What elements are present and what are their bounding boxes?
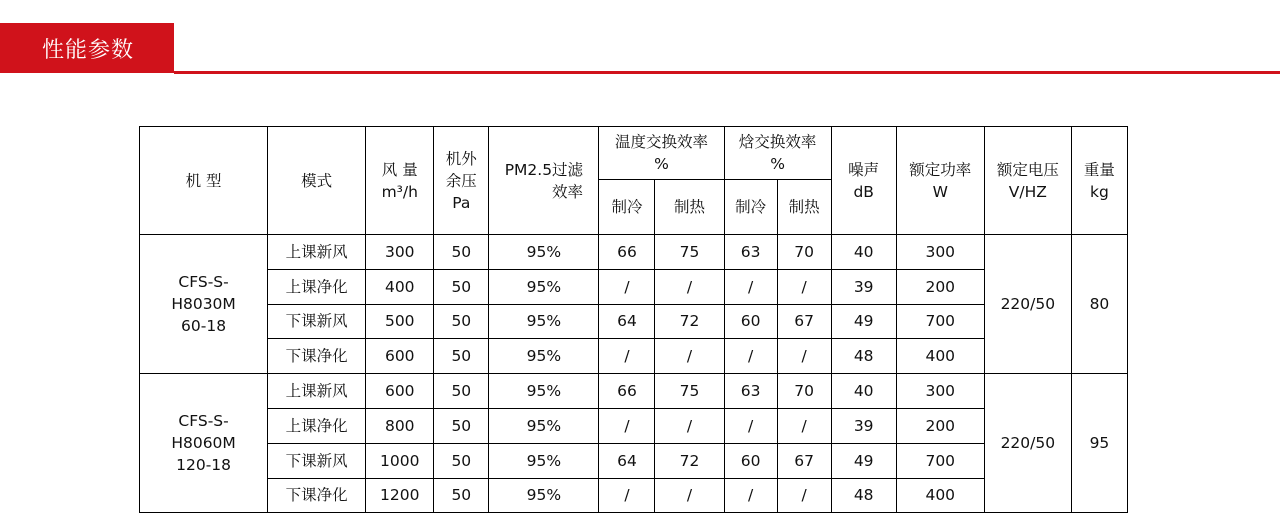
temp-cool-cell: / — [599, 478, 655, 513]
mode-cell: 下课新风 — [268, 304, 366, 339]
mode-cell: 上课净化 — [268, 269, 366, 304]
power-cell: 700 — [896, 304, 984, 339]
header-power: 额定功率 W — [896, 127, 984, 235]
power-cell: 400 — [896, 339, 984, 374]
temp-heat-cell: / — [655, 269, 724, 304]
weight-cell: 80 — [1071, 235, 1127, 374]
mode-cell: 下课净化 — [268, 478, 366, 513]
power-cell: 300 — [896, 235, 984, 270]
pm25-cell: 95% — [489, 304, 599, 339]
pressure-cell: 50 — [434, 408, 489, 443]
pressure-cell: 50 — [434, 235, 489, 270]
temp-heat-cell: / — [655, 478, 724, 513]
header-model: 机 型 — [140, 127, 268, 235]
temp-heat-cell: 72 — [655, 443, 724, 478]
enth-heat-cell: 70 — [777, 235, 831, 270]
enth-heat-cell: / — [777, 408, 831, 443]
temp-cool-cell: / — [599, 408, 655, 443]
airflow-cell: 1200 — [366, 478, 434, 513]
airflow-cell: 500 — [366, 304, 434, 339]
airflow-cell: 1000 — [366, 443, 434, 478]
temp-cool-cell: / — [599, 269, 655, 304]
noise-cell: 49 — [831, 443, 896, 478]
power-cell: 300 — [896, 374, 984, 409]
enth-heat-cell: 67 — [777, 304, 831, 339]
noise-cell: 39 — [831, 269, 896, 304]
temp-cool-cell: 66 — [599, 235, 655, 270]
title-divider — [174, 71, 1280, 74]
header-row — [140, 127, 1128, 180]
voltage-cell: 220/50 — [984, 235, 1071, 374]
enth-heat-cell: / — [777, 269, 831, 304]
pressure-cell: 50 — [434, 478, 489, 513]
temp-cool-cell: 64 — [599, 443, 655, 478]
power-cell: 400 — [896, 478, 984, 513]
table-row — [140, 408, 1128, 443]
temp-heat-cell: / — [655, 339, 724, 374]
pressure-cell: 50 — [434, 269, 489, 304]
temp-heat-cell: 75 — [655, 374, 724, 409]
noise-cell: 40 — [831, 235, 896, 270]
temp-cool-cell: 66 — [599, 374, 655, 409]
performance-spec-table — [139, 126, 1128, 513]
pm25-cell: 95% — [489, 235, 599, 270]
power-cell: 200 — [896, 408, 984, 443]
airflow-cell: 600 — [366, 339, 434, 374]
temp-cool-cell: / — [599, 339, 655, 374]
enth-cool-cell: 63 — [724, 374, 777, 409]
header-airflow: 风 量 m³/h — [366, 127, 434, 235]
header-noise: 噪声 dB — [831, 127, 896, 235]
pm25-cell: 95% — [489, 339, 599, 374]
pm25-cell: 95% — [489, 374, 599, 409]
mode-cell: 上课新风 — [268, 374, 366, 409]
temp-heat-cell: 75 — [655, 235, 724, 270]
table-row — [140, 478, 1128, 513]
header-enth-cool: 制冷 — [724, 180, 777, 235]
airflow-cell: 300 — [366, 235, 434, 270]
header-mode: 模式 — [268, 127, 366, 235]
table-row — [140, 443, 1128, 478]
enth-cool-cell: / — [724, 339, 777, 374]
pm25-cell: 95% — [489, 269, 599, 304]
header-enthalpy-eff: 焓交换效率 % — [724, 127, 831, 180]
mode-cell: 上课净化 — [268, 408, 366, 443]
voltage-cell: 220/50 — [984, 374, 1071, 513]
header-weight: 重量 kg — [1071, 127, 1127, 235]
enth-cool-cell: / — [724, 478, 777, 513]
enth-cool-cell: / — [724, 408, 777, 443]
temp-cool-cell: 64 — [599, 304, 655, 339]
mode-cell: 上课新风 — [268, 235, 366, 270]
enth-heat-cell: / — [777, 339, 831, 374]
header-temp-heat: 制热 — [655, 180, 724, 235]
pm25-cell: 95% — [489, 408, 599, 443]
enth-heat-cell: / — [777, 478, 831, 513]
enth-cool-cell: / — [724, 269, 777, 304]
noise-cell: 49 — [831, 304, 896, 339]
power-cell: 700 — [896, 443, 984, 478]
header-temp-cool: 制冷 — [599, 180, 655, 235]
enth-cool-cell: 60 — [724, 304, 777, 339]
model-cell: CFS-S- H8060M 120-18 — [140, 374, 268, 513]
header-temp-eff: 温度交换效率 % — [599, 127, 724, 180]
pm25-cell: 95% — [489, 443, 599, 478]
table-row — [140, 374, 1128, 409]
power-cell: 200 — [896, 269, 984, 304]
header-voltage: 额定电压 V/HZ — [984, 127, 1071, 235]
pressure-cell: 50 — [434, 339, 489, 374]
enth-cool-cell: 63 — [724, 235, 777, 270]
section-title-tab — [0, 23, 174, 73]
pressure-cell: 50 — [434, 304, 489, 339]
mode-cell: 下课净化 — [268, 339, 366, 374]
pressure-cell: 50 — [434, 443, 489, 478]
header-enth-heat: 制热 — [777, 180, 831, 235]
mode-cell: 下课新风 — [268, 443, 366, 478]
airflow-cell: 800 — [366, 408, 434, 443]
noise-cell: 48 — [831, 478, 896, 513]
table-row — [140, 304, 1128, 339]
temp-heat-cell: / — [655, 408, 724, 443]
table-row — [140, 339, 1128, 374]
airflow-cell: 400 — [366, 269, 434, 304]
table-row — [140, 269, 1128, 304]
weight-cell: 95 — [1071, 374, 1127, 513]
header-pressure: 机外 余压 Pa — [434, 127, 489, 235]
pressure-cell: 50 — [434, 374, 489, 409]
table-row — [140, 235, 1128, 270]
noise-cell: 48 — [831, 339, 896, 374]
model-cell: CFS-S- H8030M 60-18 — [140, 235, 268, 374]
enth-cool-cell: 60 — [724, 443, 777, 478]
header-pm25-text: PM2.5过滤 效率 — [504, 160, 584, 201]
section-title: 性能参数 — [42, 37, 135, 63]
temp-heat-cell: 72 — [655, 304, 724, 339]
noise-cell: 39 — [831, 408, 896, 443]
airflow-cell: 600 — [366, 374, 434, 409]
pm25-cell: 95% — [489, 478, 599, 513]
noise-cell: 40 — [831, 374, 896, 409]
enth-heat-cell: 70 — [777, 374, 831, 409]
header-pm25 — [489, 127, 599, 235]
enth-heat-cell: 67 — [777, 443, 831, 478]
